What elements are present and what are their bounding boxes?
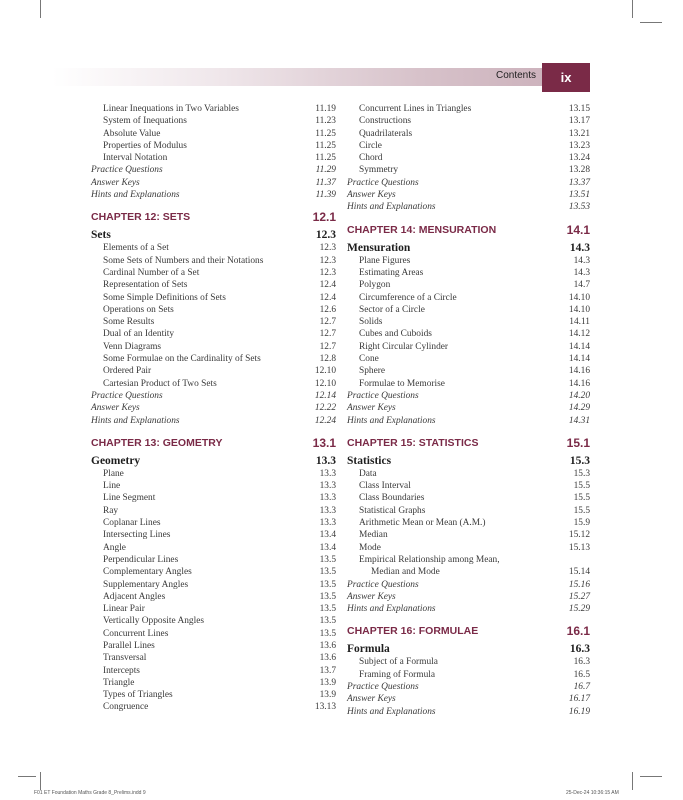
toc-entry-label: Circle [359, 140, 382, 151]
toc-entry-label: Congruence [103, 702, 149, 713]
toc-entry[interactable] [91, 652, 336, 664]
toc-entry-label: Some Formulae on the Cardinality of Sets [103, 354, 261, 365]
section-heading[interactable] [347, 642, 590, 656]
toc-entry-label: Subject of a Formula [359, 657, 438, 668]
toc-entry-label: Sphere [359, 366, 386, 377]
toc-entry[interactable] [347, 140, 590, 152]
toc-entry-continuation[interactable] [347, 566, 590, 578]
practice-entry-label: Answer Keys [347, 694, 396, 705]
footer-file-info: F01 ET Foundation Maths Grade 8_Prelims.indd 9 [34, 790, 146, 796]
chapter-heading-label: CHAPTER 13: GEOMETRY [91, 436, 223, 449]
practice-entry-page: 16.7 [573, 681, 590, 692]
toc-entry-label: Dual of an Identity [103, 329, 175, 340]
toc-entry-label: Properties of Modulus [103, 140, 187, 151]
practice-entry-label: Practice Questions [347, 681, 419, 692]
toc-entry[interactable] [347, 316, 590, 328]
toc-entry[interactable] [347, 328, 590, 340]
toc-entry-label: Empirical Relationship among Mean, [359, 554, 500, 565]
crop-mark-bottom-right [632, 772, 633, 790]
toc-entry-page: 13.4 [319, 542, 336, 553]
practice-entry[interactable] [347, 603, 590, 615]
toc-entry-page: 13.3 [319, 505, 336, 516]
toc-entry[interactable] [91, 152, 336, 164]
practice-entry-page: 11.37 [315, 177, 336, 188]
toc-entry-page: 13.4 [319, 530, 336, 541]
toc-entry-label: Linear Pair [103, 604, 145, 615]
section-heading-label: Sets [91, 229, 111, 242]
toc-entry-page: 11.25 [315, 153, 336, 164]
crop-mark-bottom-left-h [18, 776, 36, 777]
toc-entry[interactable] [347, 115, 590, 127]
practice-entry-label: Practice Questions [347, 390, 419, 401]
toc-entry-page: 14.11 [569, 317, 590, 328]
toc-right-column [347, 103, 590, 718]
practice-entry-label: Answer Keys [347, 591, 396, 602]
chapter-heading-page: 12.1 [312, 210, 336, 225]
section-heading-label: Mensuration [347, 241, 411, 254]
toc-entry-page: 12.4 [319, 292, 336, 303]
toc-entry[interactable] [91, 579, 336, 591]
toc-entry-label: Parallel Lines [103, 640, 155, 651]
practice-entry[interactable] [347, 177, 590, 189]
toc-entry[interactable] [91, 603, 336, 615]
toc-entry[interactable] [91, 267, 336, 279]
practice-entry-page: 15.27 [568, 591, 590, 602]
practice-entry-page: 11.29 [315, 165, 336, 176]
chapter-heading-page: 14.1 [566, 222, 590, 237]
practice-entry-label: Practice Questions [91, 165, 163, 176]
toc-entry[interactable] [91, 128, 336, 140]
toc-entry-page: 13.17 [568, 116, 590, 127]
practice-entry-page: 12.14 [314, 390, 336, 401]
practice-entry[interactable] [347, 390, 590, 402]
toc-entry-page: 13.5 [319, 628, 336, 639]
toc-entry-label: Symmetry [359, 165, 399, 176]
practice-entry[interactable] [91, 177, 336, 189]
toc-entry-page: 13.13 [314, 702, 336, 713]
toc-entry-page: 13.24 [568, 153, 590, 164]
toc-entry[interactable] [347, 554, 590, 566]
toc-entry-label: Cartesian Product of Two Sets [103, 378, 217, 389]
section-heading-page: 16.3 [569, 643, 590, 656]
toc-entry-label: Line Segment [103, 493, 156, 504]
toc-entry-label: Estimating Areas [359, 267, 424, 278]
toc-entry[interactable] [347, 341, 590, 353]
practice-entry-label: Hints and Explanations [347, 202, 436, 213]
toc-entry-label: Some Simple Definitions of Sets [103, 292, 226, 303]
toc-entry[interactable] [347, 267, 590, 279]
toc-entry-continuation-label: Median and Mode [371, 567, 440, 578]
toc-entry-label: Intersecting Lines [103, 530, 171, 541]
toc-entry-page: 16.3 [573, 657, 590, 668]
practice-entry-page: 11.39 [315, 190, 336, 201]
section-heading-page: 15.3 [569, 454, 590, 467]
toc-entry[interactable] [91, 103, 336, 115]
toc-entry-page: 12.10 [314, 378, 336, 389]
toc-entry-page: 15.13 [568, 542, 590, 553]
toc-entry-label: Formulae to Memorise [359, 378, 445, 389]
toc-entry-page: 15.3 [573, 468, 590, 479]
toc-entry-page: 13.5 [319, 604, 336, 615]
toc-entry-page: 15.5 [573, 481, 590, 492]
crop-mark-top-right [632, 0, 633, 18]
toc-entry-label: Complementary Angles [103, 567, 192, 578]
toc-entry[interactable] [91, 316, 336, 328]
practice-entry-label: Hints and Explanations [91, 190, 180, 201]
toc-entry-page: 14.7 [573, 280, 590, 291]
toc-entry[interactable] [347, 353, 590, 365]
toc-entry-label: Concurrent Lines in Triangles [359, 104, 472, 114]
toc-entry[interactable] [347, 255, 590, 267]
toc-entry-label: Cubes and Cuboids [359, 329, 432, 340]
toc-entry-page: 16.5 [573, 669, 590, 680]
toc-entry-label: Adjacent Angles [103, 591, 166, 602]
toc-entry-label: Venn Diagrams [103, 341, 162, 352]
chapter-heading-label: CHAPTER 16: FORMULAE [347, 625, 479, 638]
toc-entry[interactable] [91, 279, 336, 291]
toc-entry-page: 14.3 [573, 267, 590, 278]
toc-entry-page: 14.16 [568, 366, 590, 377]
chapter-heading-page: 15.1 [566, 435, 590, 450]
toc-entry[interactable] [347, 128, 590, 140]
toc-entry-label: Cardinal Number of a Set [103, 267, 200, 278]
practice-entry[interactable] [347, 579, 590, 591]
toc-entry-page: 12.6 [319, 304, 336, 315]
toc-entry[interactable] [347, 480, 590, 492]
practice-entry[interactable] [347, 402, 590, 414]
toc-entry[interactable] [347, 279, 590, 291]
toc-entry-label: Vertically Opposite Angles [103, 616, 205, 627]
section-heading[interactable] [347, 241, 590, 255]
toc-entry[interactable] [91, 480, 336, 492]
toc-entry-label: Representation of Sets [103, 280, 188, 291]
page-number-tab: ix [542, 63, 590, 92]
practice-entry-page: 14.31 [568, 415, 590, 426]
practice-entry[interactable] [91, 164, 336, 176]
chapter-heading[interactable] [91, 435, 336, 451]
toc-entry-page: 14.12 [568, 329, 590, 340]
toc-entry-page: 13.5 [319, 579, 336, 590]
practice-entry-label: Hints and Explanations [347, 604, 436, 615]
toc-entry-label: Circumference of a Circle [359, 292, 457, 303]
toc-entry-label: Framing of Formula [359, 669, 436, 680]
section-heading-page: 14.3 [569, 241, 590, 254]
chapter-heading-label: CHAPTER 12: SETS [91, 211, 191, 224]
toc-entry-page: 13.3 [319, 481, 336, 492]
toc-entry-page: 14.14 [568, 341, 590, 352]
practice-entry-label: Practice Questions [347, 579, 419, 590]
toc-entry-label: Some Sets of Numbers and their Notations [103, 255, 264, 266]
practice-entry[interactable] [91, 390, 336, 402]
toc-entry[interactable] [91, 591, 336, 603]
toc-entry[interactable] [347, 669, 590, 681]
practice-entry-page: 12.22 [314, 403, 336, 414]
practice-entry-page: 14.29 [568, 403, 590, 414]
toc-entry[interactable] [91, 554, 336, 566]
toc-entry-page: 14.16 [568, 378, 590, 389]
toc-entry-label: Linear Inequations in Two Variables [103, 104, 239, 114]
practice-entry-label: Answer Keys [91, 403, 140, 414]
toc-entry-page: 14.10 [568, 292, 590, 303]
toc-entry[interactable] [347, 378, 590, 390]
toc-entry[interactable] [91, 341, 336, 353]
toc-entry-label: Quadrilaterals [359, 128, 413, 139]
toc-entry[interactable] [91, 378, 336, 390]
chapter-heading-label: CHAPTER 15: STATISTICS [347, 436, 479, 449]
footer-timestamp: 25-Dec-24 10:36:15 AM [566, 790, 619, 796]
toc-entry-page: 14.3 [573, 255, 590, 266]
practice-entry[interactable] [347, 681, 590, 693]
toc-entry-page: 13.3 [319, 493, 336, 504]
chapter-heading[interactable] [347, 623, 590, 639]
toc-entry-page: 13.7 [319, 665, 336, 676]
toc-entry[interactable] [91, 615, 336, 627]
toc-entry[interactable] [91, 140, 336, 152]
practice-entry-label: Hints and Explanations [347, 706, 436, 717]
toc-entry-label: Plane Figures [359, 255, 411, 266]
toc-entry-label: Operations on Sets [103, 304, 174, 315]
toc-entry-page: 13.3 [319, 518, 336, 529]
practice-entry-page: 15.29 [568, 604, 590, 615]
toc-entry-page: 13.3 [319, 468, 336, 479]
practice-entry[interactable] [91, 189, 336, 201]
toc-entry-label: Class Interval [359, 481, 411, 492]
toc-entry-page: 12.3 [319, 255, 336, 266]
toc-entry-page: 15.9 [573, 518, 590, 529]
practice-entry[interactable] [347, 706, 590, 718]
chapter-heading[interactable] [347, 222, 590, 238]
toc-entry-label: Elements of a Set [103, 243, 169, 254]
section-heading-page: 13.3 [315, 454, 336, 467]
toc-entry-page: 14.14 [568, 354, 590, 365]
practice-entry-label: Answer Keys [91, 177, 140, 188]
crop-mark-top-left [40, 0, 41, 18]
toc-entry-page: 11.23 [315, 116, 336, 127]
toc-entry-page: 13.9 [319, 690, 336, 701]
practice-entry-page: 16.17 [568, 694, 590, 705]
section-heading[interactable] [347, 454, 590, 468]
practice-entry[interactable] [347, 591, 590, 603]
toc-entry-page: 12.8 [319, 354, 336, 365]
toc-entry-label: Transversal [103, 653, 147, 664]
toc-entry[interactable] [91, 115, 336, 127]
section-heading-label: Formula [347, 643, 390, 656]
toc-entry-label: Solids [359, 317, 383, 328]
toc-entry-page: 13.15 [568, 104, 590, 114]
practice-entry-label: Practice Questions [91, 390, 163, 401]
practice-entry[interactable] [347, 201, 590, 213]
toc-entry-label: Interval Notation [103, 153, 168, 164]
toc-entry-label: Ray [103, 505, 119, 516]
toc-entry-label: Median [359, 530, 388, 541]
toc-entry[interactable] [91, 517, 336, 529]
toc-entry-page: 12.7 [319, 341, 336, 352]
toc-entry-page: 13.28 [568, 165, 590, 176]
toc-entry-label: Plane [103, 468, 124, 479]
toc-entry-page: 14.10 [568, 304, 590, 315]
practice-entry-page: 13.51 [568, 190, 590, 201]
toc-entry[interactable] [91, 542, 336, 554]
toc-entry[interactable] [91, 492, 336, 504]
section-heading[interactable] [91, 454, 336, 468]
toc-entry[interactable] [347, 505, 590, 517]
toc-entry-label: Data [359, 468, 377, 479]
practice-entry-page: 16.19 [568, 706, 590, 717]
toc-entry[interactable] [91, 505, 336, 517]
practice-entry[interactable] [347, 693, 590, 705]
toc-entry[interactable] [91, 640, 336, 652]
toc-entry-label: Intercepts [103, 665, 140, 676]
practice-entry[interactable] [347, 189, 590, 201]
crop-mark-bottom-right-h [640, 776, 662, 777]
toc-entry-continuation-page: 15.14 [568, 567, 590, 578]
practice-entry-label: Hints and Explanations [91, 415, 180, 426]
toc-entry-label: Ordered Pair [103, 366, 152, 377]
toc-entry[interactable] [91, 468, 336, 480]
toc-entry[interactable] [91, 566, 336, 578]
toc-entry-label: Right Circular Cylinder [359, 341, 449, 352]
toc-entry-page: 11.25 [315, 128, 336, 139]
toc-entry-page: 12.7 [319, 329, 336, 340]
running-header-band [52, 68, 542, 86]
practice-entry-page: 15.16 [568, 579, 590, 590]
section-heading-label: Geometry [91, 454, 141, 467]
toc-entry[interactable] [347, 152, 590, 164]
toc-entry-page: 13.6 [319, 653, 336, 664]
toc-entry-label: Perpendicular Lines [103, 554, 179, 565]
toc-entry-page: 13.21 [568, 128, 590, 139]
chapter-heading-page: 13.1 [312, 435, 336, 450]
toc-entry-label: Class Boundaries [359, 493, 425, 504]
crop-mark-top-right-h [640, 22, 662, 23]
toc-entry-label: Line [103, 481, 121, 492]
practice-entry-page: 12.24 [314, 415, 336, 426]
toc-entry-page: 11.19 [315, 104, 336, 114]
toc-entry-label: Arithmetic Mean or Mean (A.M.) [359, 518, 486, 529]
section-heading[interactable] [91, 228, 336, 242]
running-header-label: Contents [495, 70, 536, 81]
toc-entry-page: 12.10 [314, 366, 336, 377]
practice-entry-label: Hints and Explanations [347, 415, 436, 426]
section-heading-label: Statistics [347, 454, 392, 467]
toc-entry[interactable] [91, 328, 336, 340]
chapter-heading[interactable] [347, 435, 590, 451]
toc-entry[interactable] [91, 242, 336, 254]
toc-entry[interactable] [91, 689, 336, 701]
toc-entry[interactable] [91, 292, 336, 304]
toc-entry[interactable] [91, 665, 336, 677]
practice-entry[interactable] [347, 415, 590, 427]
toc-entry-label: Coplanar Lines [103, 518, 161, 529]
toc-entry-page: 13.23 [568, 140, 590, 151]
toc-entry-page: 12.3 [319, 267, 336, 278]
practice-entry-page: 13.37 [568, 177, 590, 188]
toc-entry-label: Some Results [103, 317, 155, 328]
toc-entry-page: 12.4 [319, 280, 336, 291]
toc-entry-page: 15.5 [573, 505, 590, 516]
toc-entry[interactable] [91, 255, 336, 267]
toc-entry[interactable] [91, 677, 336, 689]
toc-entry-page: 15.12 [568, 530, 590, 541]
toc-entry[interactable] [91, 365, 336, 377]
practice-entry-label: Practice Questions [347, 177, 419, 188]
chapter-heading-page: 16.1 [566, 624, 590, 639]
practice-entry-page: 14.20 [568, 390, 590, 401]
toc-entry[interactable] [347, 517, 590, 529]
section-heading-page: 12.3 [315, 229, 336, 242]
toc-entry[interactable] [91, 701, 336, 713]
practice-entry[interactable] [91, 402, 336, 414]
toc-entry[interactable] [91, 628, 336, 640]
practice-entry-page: 13.53 [568, 202, 590, 213]
practice-entry-label: Answer Keys [347, 403, 396, 414]
toc-entry[interactable] [347, 468, 590, 480]
toc-entry-label: Mode [359, 542, 381, 553]
toc-entry-page: 15.5 [573, 493, 590, 504]
toc-entry-page: 13.5 [319, 554, 336, 565]
toc-entry[interactable] [347, 164, 590, 176]
toc-entry-label: Types of Triangles [103, 690, 173, 701]
toc-entry-page: 13.5 [319, 616, 336, 627]
toc-entry-label: Cone [359, 354, 379, 365]
toc-entry-label: Absolute Value [103, 128, 161, 139]
toc-entry[interactable] [347, 529, 590, 541]
toc-entry-page: 13.5 [319, 567, 336, 578]
toc-entry-label: Angle [103, 542, 126, 553]
toc-entry-page: 13.5 [319, 591, 336, 602]
practice-entry[interactable] [91, 415, 336, 427]
practice-entry-label: Answer Keys [347, 190, 396, 201]
toc-entry-page: 11.25 [315, 140, 336, 151]
toc-entry[interactable] [347, 365, 590, 377]
chapter-heading-label: CHAPTER 14: MENSURATION [347, 223, 497, 236]
toc-entry[interactable] [347, 103, 590, 115]
crop-mark-bottom-left [40, 772, 41, 790]
toc-entry-page: 13.9 [319, 677, 336, 688]
toc-entry-page: 12.3 [319, 243, 336, 254]
chapter-heading[interactable] [91, 209, 336, 225]
toc-entry-label: Triangle [103, 677, 135, 688]
toc-entry[interactable] [347, 304, 590, 316]
toc-entry-label: Sector of a Circle [359, 304, 425, 315]
toc-entry-label: Chord [359, 153, 383, 164]
toc-left-column [91, 103, 336, 714]
toc-entry[interactable] [347, 492, 590, 504]
toc-entry[interactable] [91, 304, 336, 316]
toc-entry-page: 12.7 [319, 317, 336, 328]
toc-entry-label: System of Inequations [103, 116, 187, 127]
toc-entry-label: Statistical Graphs [359, 505, 426, 516]
toc-entry[interactable] [91, 353, 336, 365]
toc-entry[interactable] [347, 292, 590, 304]
toc-entry-label: Constructions [359, 116, 412, 127]
toc-entry-label: Supplementary Angles [103, 579, 189, 590]
toc-entry-label: Polygon [359, 280, 391, 291]
toc-entry[interactable] [347, 656, 590, 668]
toc-entry[interactable] [347, 542, 590, 554]
toc-entry-page: 13.6 [319, 640, 336, 651]
toc-entry-label: Concurrent Lines [103, 628, 169, 639]
toc-entry[interactable] [91, 529, 336, 541]
